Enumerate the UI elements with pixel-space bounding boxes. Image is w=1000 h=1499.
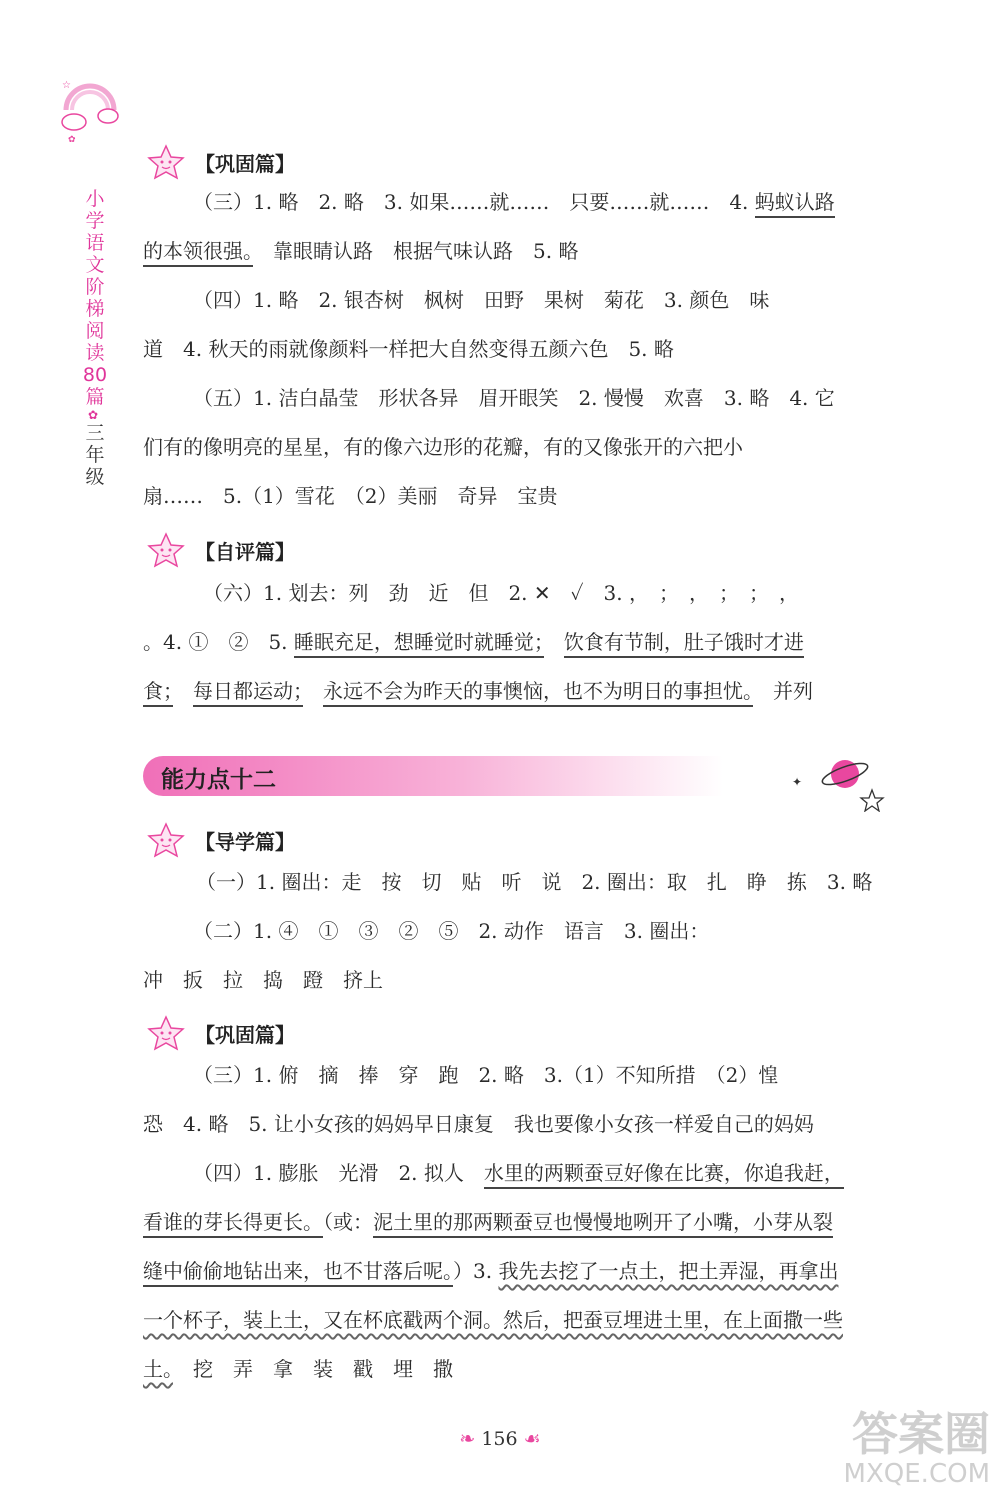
smiling-star-icon	[145, 532, 187, 568]
section-label: 【巩固篇】	[195, 1022, 295, 1047]
answer-line: （六）1. 划去：列 劲 近 但 2. ✕ ✓ 3. ， ； ， ； ； ，	[203, 581, 799, 605]
leaf-ornament-icon: ☙	[517, 1428, 541, 1450]
page-number: ❧ 156 ☙	[459, 1428, 541, 1450]
watermark-text: 答案圈	[852, 1407, 990, 1461]
answer-line: 的本领很强。 靠眼睛认路 根据气味认路 5. 略	[143, 235, 943, 264]
answer-line: （二）1. ④ ① ③ ② ⑤ 2. 动作 语言 3. 圈出：	[193, 919, 710, 943]
answer-line: （四）1. 膨胀 光滑 2. 拟人 水里的两颗蚕豆好像在比赛，你追我赶，	[193, 1157, 993, 1186]
answer-line: （三）1. 略 2. 略 3. 如果……就…… 只要……就…… 4. 蚂蚁认路	[193, 186, 993, 215]
answer-line: （四）1. 略 2. 银杏树 枫树 田野 果树 菊花 3. 颜色 味	[193, 288, 770, 312]
answer-line: 缝中偷偷地钻出来，也不甘落后呢。）3. 我先去挖了一点土，把土弄湿，再拿出	[143, 1255, 943, 1284]
answer-line: 恐 4. 略 5. 让小女孩的妈妈早日康复 我也要像小女孩一样爱自己的妈妈	[143, 1112, 814, 1136]
chapter-title: 能力点十二	[161, 767, 276, 793]
sidebar-grade: 三年级	[85, 422, 105, 488]
watermark	[844, 1409, 990, 1489]
answer-line: （五）1. 洁白晶莹 形状各异 眉开眼笑 2. 慢慢 欢喜 3. 略 4. 它	[193, 386, 835, 410]
sidebar	[60, 70, 120, 540]
section-label: 【导学篇】	[195, 829, 295, 854]
answer-line: 食； 每日都运动； 永远不会为昨天的事懊恼，也不为明日的事担忧。 并列	[143, 675, 943, 704]
section-label: 【自评篇】	[195, 539, 295, 564]
leaf-ornament-icon: ❧	[459, 1428, 482, 1450]
smiling-star-icon	[145, 1015, 187, 1051]
answer-line: 们有的像明亮的星星，有的像六边形的花瓣，有的又像张开的六把小	[143, 435, 743, 459]
answer-line: （三）1. 俯 摘 捧 穿 跑 2. 略 3.（1）不知所措 （2）惶	[193, 1063, 779, 1087]
answer-line: 冲 扳 拉 捣 蹬 挤上	[143, 968, 383, 992]
section-header-consolidate-2	[145, 1013, 295, 1053]
section-label: 【巩固篇】	[195, 151, 295, 176]
sidebar-title: 小学语文阶梯阅读80篇	[82, 188, 108, 408]
rainbow-icon	[60, 70, 120, 150]
section-header-consolidate-1	[145, 142, 295, 182]
answer-line: 土。 挖 弄 拿 装 戳 埋 撒	[143, 1357, 453, 1381]
sidebar-flower-icon: ✿	[88, 408, 99, 422]
smiling-star-icon	[145, 144, 187, 180]
watermark-url: MXQE.COM	[843, 1459, 990, 1489]
answer-line: 扇…… 5.（1）雪花 （2）美丽 奇异 宝贵	[143, 484, 558, 508]
planet-icon	[790, 752, 890, 812]
chapter-banner	[143, 756, 723, 796]
answer-line: 道 4. 秋天的雨就像颜料一样把大自然变得五颜六色 5. 略	[143, 337, 674, 361]
answer-line: 看谁的芽长得更长。（或：泥土里的那两颗蚕豆也慢慢地咧开了小嘴，小芽从裂	[143, 1206, 943, 1235]
answer-line: 。4. ① ② 5. 睡眠充足，想睡觉时就睡觉； 饮食有节制，肚子饿时才进	[143, 626, 943, 655]
svg-text:✦: ✦	[792, 775, 803, 789]
svg-text:☆: ☆	[62, 80, 71, 91]
svg-text:✿: ✿	[68, 135, 76, 145]
section-header-self-eval	[145, 530, 295, 570]
section-header-guide	[145, 820, 295, 860]
answer-line: 一个杯子，装上土，又在杯底戳两个洞。然后，把蚕豆埋进土里，在上面撒一些	[143, 1308, 843, 1332]
smiling-star-icon	[145, 822, 187, 858]
answer-line: （一）1. 圈出：走 按 切 贴 听 说 2. 圈出：取 扎 睁 拣 3. 略	[196, 870, 873, 894]
